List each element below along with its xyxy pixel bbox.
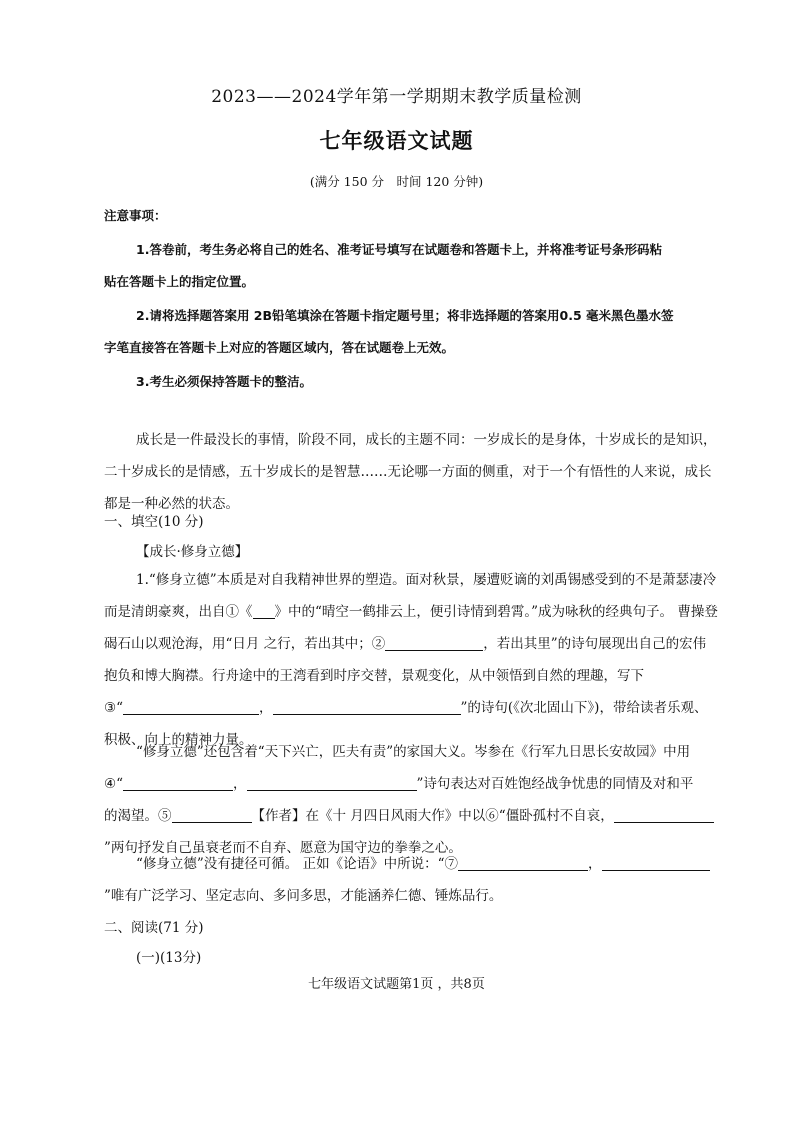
section-1-subheading: 【成长·修身立德】 [136,544,249,560]
notes-item-2-line1: 2.请将选择题答案用 2B铅笔填涂在答题卡指定题号里；将非选择题的答案用0.5 毫米黑色墨水签 [136,308,674,323]
exam-header: 2023——2024学年第一学期期末教学质量检测 [211,87,582,107]
q1p3-line-2: ”唯有广泛学习、坚定志向、多问多思，才能涵养仁德、锤炼品行。 [104,888,503,904]
q1-line-5-text-b: ， [259,700,273,716]
q1p2-line-2-text-c: ”诗句表达对百姓饱经战争忧患的同情及对和平 [416,776,694,792]
answer-blank-2[interactable] [385,632,483,651]
q1-line-1: 1.“修身立德”本质是对自我精神世界的塑造。面对秋景，屡遭贬谪的刘禹锡感受到的不是萧瑟凄冷 [136,572,717,588]
notes-item-2 [104,300,744,364]
page-footer: 七年级语文试题第1页 ，共8页 [308,977,485,992]
q1p3-line-1-text-b: ， [588,856,602,872]
q1-line-4: 抱负和博大胸襟。行舟途中的王湾看到时序交替，景观变化，从中领悟到自然的理趣，写下 [104,668,644,684]
q1p2-line-3 [104,800,744,832]
q1-line-2-text-b: 》中的“晴空一鹤排云上，便引诗情到碧霄。”成为咏秋的经典句子。 曹操登 [274,604,718,620]
answer-blank-6[interactable] [614,804,714,823]
section-2-heading: 二、阅读(71 分) [104,920,204,936]
notes-item-3: 3.考生必须保持答题卡的整洁。 [136,374,312,389]
intro-line-3: 都是一种必然的状态。 [104,496,239,512]
intro-line-2: 二十岁成长的是情感，五十岁成长的是智慧……无论哪一方面的侧重，对于一个有悟性的人来说，成长 [104,464,712,480]
q1-line-2-text-a: 而是清朗豪爽，出自①《 [104,604,253,620]
q1-line-6: 积极、向上的精神力量。 [104,732,253,748]
section-2-sub: (一)(13分) [136,950,202,966]
question-1-paragraph-3 [104,848,744,912]
exam-meta: (满分 150 分 时间 120 分钟) [309,174,484,189]
answer-blank-7a[interactable] [458,852,588,871]
q1-line-5 [104,692,744,724]
answer-blank-1[interactable] [253,600,275,619]
notes-item-2-line2: 字笔直接答在答题卡上对应的答题区域内，答在试题卷上无效。 [104,340,455,355]
answer-blank-3a[interactable] [123,696,259,715]
q1p2-line-4: ”两句抒发自己虽衰老而不自弃、愿意为国守边的拳拳之心。 [104,840,462,856]
question-1-paragraph-1 [104,564,744,756]
q1-line-3-text-a: 碣石山以观沧海，用“日月 之行，若出其中；② [104,636,386,652]
notes-heading: 注意事项： [104,208,167,223]
q1-line-5-text-a: ③“ [104,700,124,716]
intro-line-1: 成长是一件最没长的事情，阶段不同，成长的主题不同：一岁成长的是身体，十岁成长的是知识， [136,432,717,448]
answer-blank-4a[interactable] [123,772,233,791]
q1-line-2 [104,596,744,628]
answer-blank-3b[interactable] [273,696,461,715]
answer-blank-5[interactable] [172,804,252,823]
section-1-heading: 一、填空(10 分) [104,514,204,530]
question-1-paragraph-2 [104,736,744,864]
q1p2-line-2-text-a: ④“ [104,776,124,792]
q1-line-3 [104,628,744,660]
q1-line-3-text-b: ，若出其里”的诗句展现出自己的宏伟 [483,636,707,652]
q1p2-line-2-text-b: ， [233,776,247,792]
answer-blank-7b[interactable] [602,852,710,871]
q1p2-line-1: “修身立德”还包含着“天下兴亡，匹夫有责”的家国大义。岑参在《行军九日思长安故园》中用 [136,744,691,760]
answer-blank-4b[interactable] [247,772,417,791]
q1p2-line-3-text-b: 【作者】在《十 月四日风雨大作》中以⑥“僵卧孤村不自哀， [251,808,614,824]
q1p2-line-3-text-a: 的渴望。⑤ [104,808,172,824]
notes-item-1 [104,234,744,298]
q1-line-5-text-c: ”的诗句(《次北固山下》)，带给读者乐观、 [460,700,708,716]
notes-item-1-line1: 1.答卷前，考生务必将自己的姓名、准考证号填写在试题卷和答题卡上，并将准考证号条形码粘 [136,242,662,257]
notes-item-1-line2: 贴在答题卡上的指定位置。 [104,274,255,289]
q1p2-line-2 [104,768,744,800]
q1p3-line-1-text-a: “修身立德”没有捷径可循。 正如《论语》中所说：“⑦ [136,856,458,872]
page-title: 七年级语文试题 [319,129,474,153]
